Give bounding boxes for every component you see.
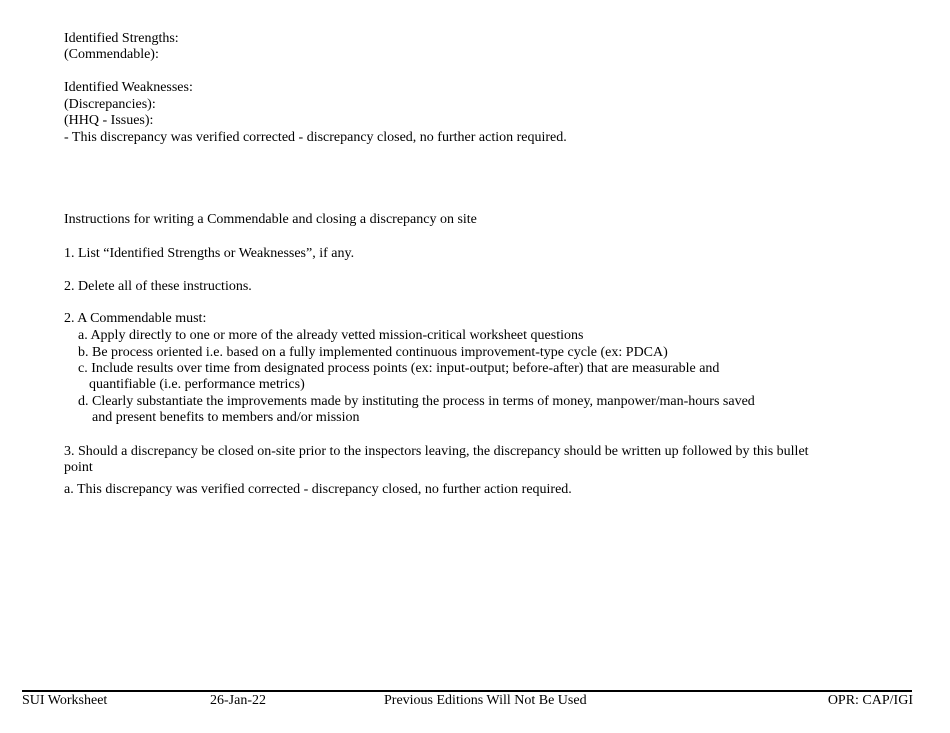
commendable-criterion-c: c. Include results over time from designated process points (ex: input-output; before-after) that are measurable and	[78, 361, 720, 376]
instructions-title: Instructions for writing a Commendable and closing a discrepancy on site	[64, 212, 477, 227]
instruction-step-3-bullet-a: a. This discrepancy was verified corrected - discrepancy closed, no further action required.	[64, 482, 572, 497]
commendable-label: (Commendable):	[64, 47, 159, 62]
instruction-step-3: 3. Should a discrepancy be closed on-site prior to the inspectors leaving, the discrepancy should be written up followed by this bullet	[64, 444, 809, 459]
weaknesses-heading: Identified Weaknesses:	[64, 80, 193, 95]
footer-opr: OPR: CAP/IGI	[827, 693, 913, 708]
commendable-criterion-c-continued: quantifiable (i.e. performance metrics)	[89, 377, 305, 392]
footer-notice: Previous Editions Will Not Be Used	[384, 693, 587, 708]
footer-form-name: SUI Worksheet	[22, 693, 108, 708]
instruction-commendable-intro: 2. A Commendable must:	[64, 311, 207, 326]
commendable-criterion-a: a. Apply directly to one or more of the already vetted mission-critical worksheet questions	[78, 328, 584, 343]
footer-divider	[22, 690, 912, 692]
instruction-step-1: 1. List “Identified Strengths or Weaknesses”, if any.	[64, 246, 355, 261]
instruction-step-2: 2. Delete all of these instructions.	[64, 279, 252, 294]
closed-discrepancy-note: - This discrepancy was verified corrected - discrepancy closed, no further action required.	[64, 130, 567, 145]
commendable-criterion-b: b. Be process oriented i.e. based on a fully implemented continuous improvement-type cycle (ex: PDCA)	[78, 345, 668, 360]
hhq-issues-label: (HHQ - Issues):	[64, 113, 154, 128]
discrepancies-label: (Discrepancies):	[64, 97, 156, 112]
strengths-heading: Identified Strengths:	[64, 31, 179, 46]
commendable-criterion-d-continued: and present benefits to members and/or mission	[92, 410, 360, 425]
footer-date: 26-Jan-22	[210, 693, 266, 708]
commendable-criterion-d: d. Clearly substantiate the improvements made by instituting the process in terms of money, manpower/man-hours saved	[78, 394, 755, 409]
instruction-step-3-continued: point	[64, 460, 93, 475]
